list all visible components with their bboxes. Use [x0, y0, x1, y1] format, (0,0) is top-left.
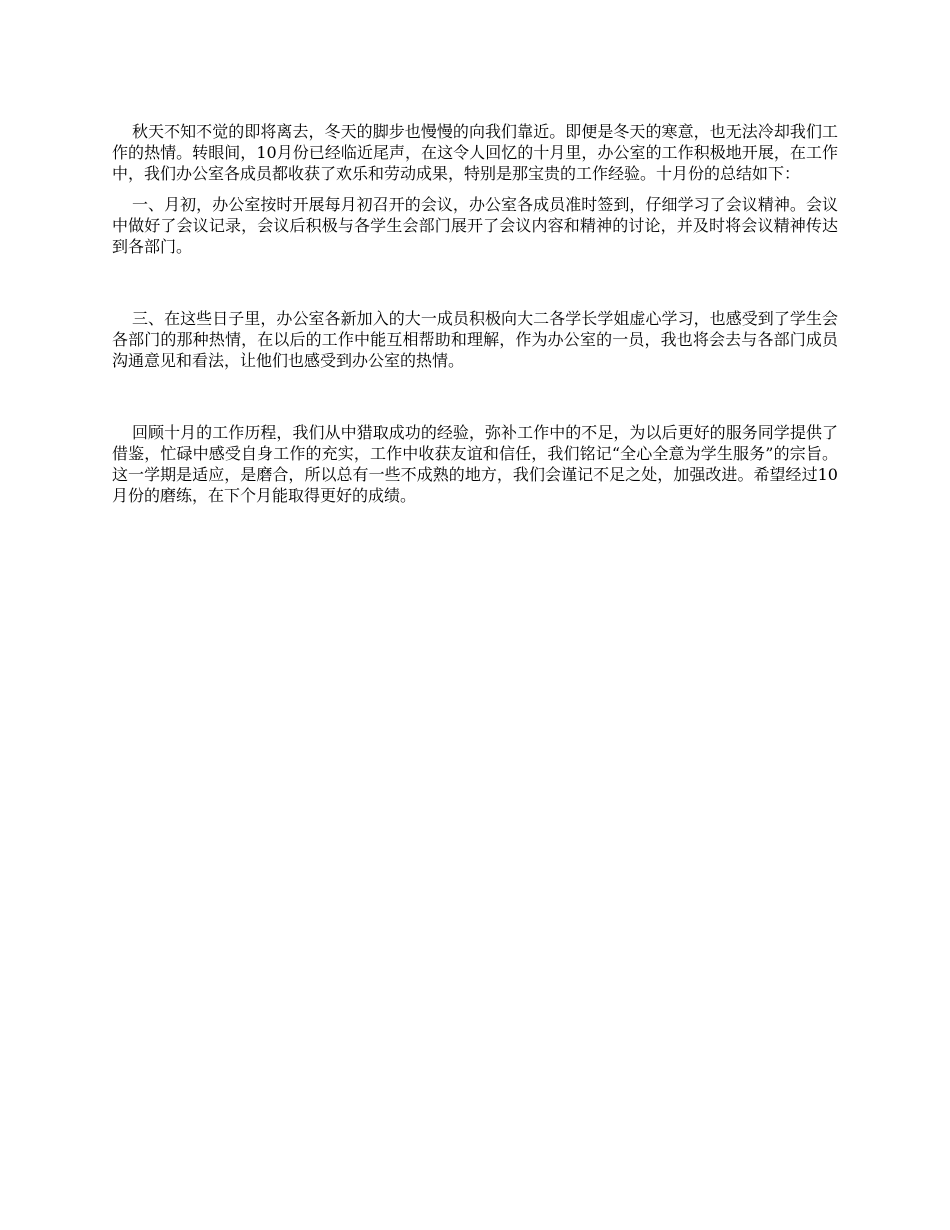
- item-three-paragraph: 三、在这些日子里，办公室各新加入的大一成员积极向大二各学长学姐虚心学习，也感受到了学生会各部门的那种热情，在以后的工作中能互相帮助和理解，作为办公室的一员，我也将会去与各部门成员沟通意见和看法，让他们也感受到办公室的热情。: [112, 309, 838, 370]
- item-one-paragraph: 一、月初，办公室按时开展每月初召开的会议，办公室各成员准时签到，仔细学习了会议精神。会议中做好了会议记录，会议后积极与各学生会部门展开了会议内容和精神的讨论，并及时将会议精神传达到各部门。: [112, 195, 838, 256]
- document-body: [112, 121, 838, 506]
- conclusion-paragraph: 回顾十月的工作历程，我们从中猎取成功的经验，弥补工作中的不足，为以后更好的服务同学提供了借鉴，忙碌中感受自身工作的充实，工作中收获友谊和信任，我们铭记“全心全意为学生服务”的宗旨。这一学期是适应，是磨合，所以总有一些不成熟的地方，我们会谨记不足之处，加强改进。希望经过10月份的磨练，在下个月能取得更好的成绩。: [112, 423, 838, 505]
- intro-paragraph: 秋天不知不觉的即将离去，冬天的脚步也慢慢的向我们靠近。即便是冬天的寒意，也无法冷却我们工作的热情。转眼间，10月份已经临近尾声，在这令人回忆的十月里，办公室的工作积极地开展，在工作中，我们办公室各成员都收获了欢乐和劳动成果，特别是那宝贵的工作经验。十月份的总结如下：: [112, 122, 838, 183]
